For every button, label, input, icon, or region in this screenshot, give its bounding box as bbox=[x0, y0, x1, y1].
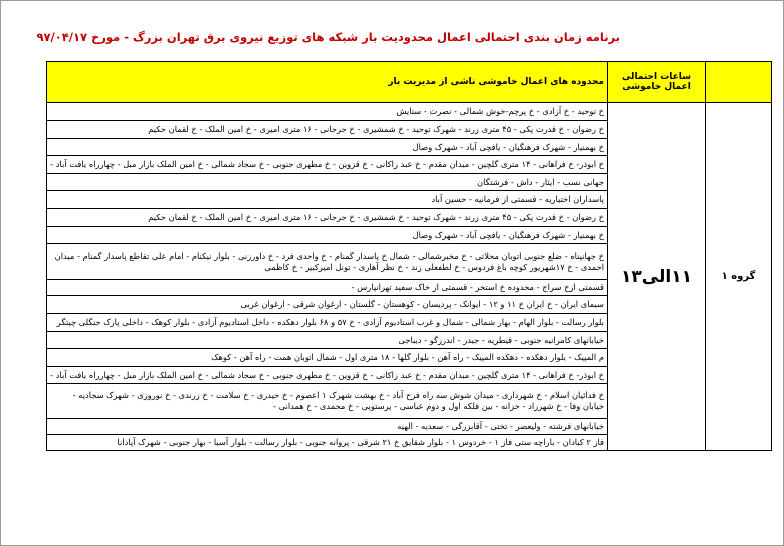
group-label: گروه ۱ bbox=[706, 103, 772, 451]
table-row bbox=[47, 103, 772, 121]
schedule-body bbox=[47, 103, 772, 451]
header-areas: محدوده های اعمال خاموشی ناشی از مدیریت بار bbox=[47, 62, 608, 103]
area-cell: خ توحید - خ آزادی - خ پرچم-خوش شمالی - نصرت - ستایش bbox=[47, 103, 608, 121]
header-group bbox=[706, 62, 772, 103]
page-title: برنامه زمان بندی احتمالی اعمال محدودیت بار شبکه های توزیع نیروی برق تهران بزرگ - مورخ ۹۷/۰۴/۱۷ bbox=[36, 30, 620, 44]
header-row bbox=[47, 62, 772, 103]
time-slot: ۱۱الی۱۳ bbox=[608, 103, 706, 451]
area-cell: سیمای ایران - خ ایران خ ۱۱ و ۱۲ - ایوانک - پردیسان - کوهستان - گلستان - ارغوان شرقی - ارغوان غربی bbox=[47, 296, 608, 314]
area-cell: خ بهمنیار - شهرک فرهنگیان - یافچی آباد - شهرک وصال bbox=[47, 227, 608, 244]
area-cell: خ بهمنیار - شهرک فرهنگیان - یافچی آباد - شهرک وصال bbox=[47, 139, 608, 156]
header-time: ساعات احتمالی اعمال خاموشی bbox=[608, 62, 706, 103]
area-cell: م المپیک - بلوار دهکده - دهکده المپیک - راه آهن - بلوار گلها - ۱۸ متری اول - شمال اتوبان همت - راه آهن - کوهک bbox=[47, 349, 608, 367]
area-cell: خ ابوذر- خ فراهانی - ۱۴ متری گلچین - میدان مقدم - خ عبد زاکانی - خ قزوین - خ مطهری جنوبی - خ سجاد شمالی - خ امین الملک بازار مبل - چهارراه یافت آباد - bbox=[47, 156, 608, 174]
area-cell: بلوار رسالت - بلوار الهام - بهار شمالی - شمال و غرب استادیوم آزادی - خ ۵۷ و ۶۸ بلوار دهکده - داخل استادیوم آزادی - بلوار کوهک - داخلی پارک جنگلی چیتگر bbox=[47, 314, 608, 332]
schedule-table bbox=[46, 61, 772, 451]
area-cell: فاز ۲ کبادان - باراچه ستی فاز ۱ - خردوس ۱ - بلوار شقایق خ ۲۱ شرقی - پروانه جنوبی - بلوار رسالت - بلوار آسیا - بهار جنوبی - شهرک آپادانا bbox=[47, 435, 608, 451]
area-cell: پاسداران اختیاریه - قسمتی از فرمانیه - حسین آباد bbox=[47, 191, 608, 209]
area-cell: جهانی نسب - ایثار - داش - فرشتگان bbox=[47, 174, 608, 191]
area-cell: خ رضوان - خ قدرت پکی - ۴۵ متری زرند - شهرک توحید - خ شمشیری - خ جرجانی - ۱۶ متری امیری - خ امین الملک - خ لقمان حکیم bbox=[47, 121, 608, 139]
area-cell: خ فدائیان اسلام - خ شهرداری - میدان شوش سه راه فرح آباد - خ بهشت شهرک ۱ اعصوم - خ حیدری - خ سلامت - خ زرندی - خ نوروزی - شهرک سجادیه - خیابان وفا - خ شهرزاد - خزانه - بین فلکه اول و دوم عباسی - پرستویی - خ محمدی - خ همدانی - bbox=[47, 384, 608, 419]
area-cell: خ ابوذر- خ فراهانی - ۱۴ متری گلچین - میدان مقدم - خ عبد زاکانی - خ قزوین - خ مطهری جنوبی - خ سجاد شمالی - خ امین الملک بازار مبل - چهارراه یافت آباد - bbox=[47, 367, 608, 384]
area-cell: خیابانهای کامرانیه جنوبی - قیطریه - جیدر - اندرزگو - دیباجی bbox=[47, 332, 608, 349]
area-cell: خیابانهای فرشته - ولیعصر - تختی - آقابزرگی - سعدیه - الهیه bbox=[47, 419, 608, 435]
area-cell: خ رضوان - خ قدرت پکی - ۴۵ متری زرند - شهرک توحید - خ شمشیری - خ جرجانی - ۱۶ متری امیری - خ امین الملک - خ لقمان حکیم bbox=[47, 209, 608, 227]
area-cell: قسمتی ازخ سراج - محدوده خ استخر - قسمتی از خاک سفید تهرانپارس - bbox=[47, 280, 608, 296]
area-cell: خ جهانپناه - ضلع جنوبی اتوبان محلاتی - خ مخبرشمالی - شمال خ پاسدار گمنام - خ واحدی فرد - خ داورزنی - بلوار نیکنام - امام علی تقاطع پاسدار گمنام - میدان احمدی - خ ۱۷شهریور کوچه باغ فردوس - خ لطفعلی زند - خ نظر آهاری - تونل امیرکبیر - خ کاظمی bbox=[47, 244, 608, 280]
